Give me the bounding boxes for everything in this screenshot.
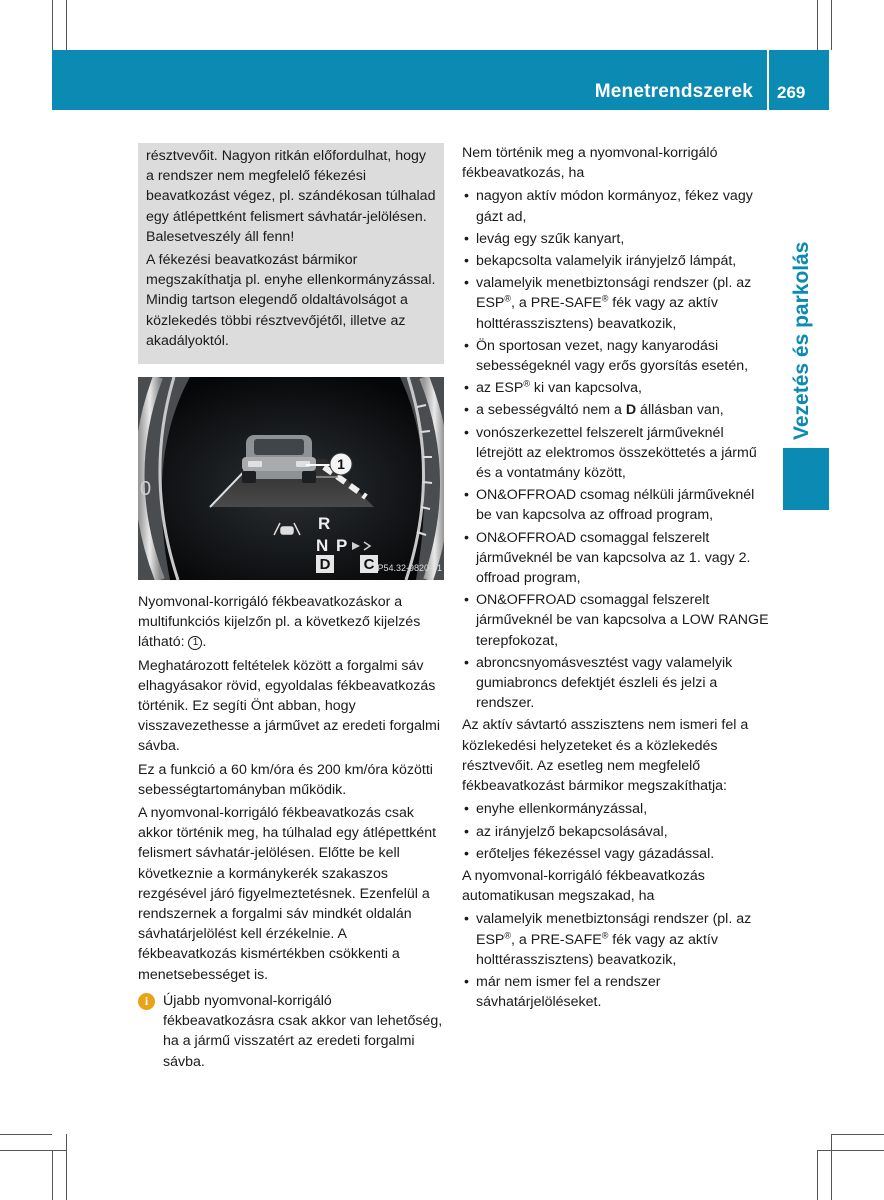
list-item-text: valamelyik menetbiztonsági rendszer (pl. az ESP: [476, 275, 752, 312]
header-bar: [52, 50, 767, 110]
list-item: [462, 273, 772, 334]
gear-d-label: D: [625, 402, 637, 419]
list-item: • az irányjelző bekapcsolásával,: [462, 822, 772, 842]
crop-mark: [52, 1150, 53, 1200]
crop-mark: [817, 1150, 884, 1151]
registered-mark: ®: [523, 378, 530, 389]
list-item-text: fék vagy az aktív holttérasszisztens) beavatkozik,: [476, 931, 718, 968]
list-item-text: ki van kapcsolva,: [529, 380, 642, 397]
section-title: Menetrendszerek: [594, 81, 753, 102]
side-tab-title: Vezetés és parkolás: [790, 241, 813, 440]
bullet-list: [462, 799, 772, 864]
list-item: • ON&OFFROAD csomaggal felszerelt járműveknél be van kapcsolva a LOW RANGE terepfokozat,: [462, 590, 772, 651]
page-number-box: [767, 50, 829, 110]
crop-mark: [66, 0, 67, 50]
warning-box: [138, 143, 444, 364]
crop-mark: [831, 1134, 832, 1200]
list-item-text: az ESP: [476, 380, 524, 397]
right-column: [462, 143, 772, 1014]
list-item: • már nem ismer fel a rendszer sávhatárjelöléseket.: [462, 972, 772, 1012]
registered-mark: ®: [601, 929, 609, 940]
crop-mark: [0, 1150, 66, 1151]
paragraph: Az aktív sávtartó asszisztens nem ismeri fel a közlekedési helyzeteket és a közlekedés résztvevőit. Az esetleg nem megfelelő fékbeavatkozást bármikor megszakíthatja:: [462, 717, 749, 795]
list-item-text: fék vagy az aktív holttérasszisztens) beavatkozik,: [476, 295, 718, 332]
list-item: • nagyon aktív módon kormányoz, fékez vagy gázt ad,: [462, 186, 772, 226]
info-icon: i: [138, 993, 155, 1010]
list-item: • bekapcsolta valamelyik irányjelző lámpát,: [462, 251, 772, 271]
paragraph: Meghatározott feltételek között a forgalmi sáv elhagyásakor rövid, egyoldalas fékbeavatkozás történik. Ez segíti Önt abban, hogy visszavezethesse a járművet az eredeti forgalmi sávba.: [138, 657, 441, 755]
paragraph: A nyomvonal-korrigáló fékbeavatkozás csak akkor történik meg, ha túlhalad egy átlépettként felismert sávhatár-jelölésen. Előtte be kell következnie a kormánykerék szakaszos rezgésével járó figyelmeztetésnek. Ezenfelül a rendszernek a forgalmi sáv mindkét oldalán sávhatárjelölést kell érzékelnie. A fékbeavatkozás kismértékben csökkenti a menetsebességet is.: [138, 805, 437, 983]
gauge-scale-label: 0: [140, 478, 152, 501]
list-item: • ON&OFFROAD csomaggal felszerelt járműveknél be van kapcsolva az 1. vagy 2. offroad program,: [462, 528, 772, 589]
gear-r: R: [318, 514, 331, 534]
info-note: [138, 991, 444, 1072]
list-item-text: a sebességváltó nem a: [476, 402, 626, 419]
registered-mark: ®: [504, 929, 512, 940]
list-item: • vonószerkezettel felszerelt járműveknél létrejött az elektromos összeköttetés a jármű és a vontatmány között,: [462, 423, 772, 484]
list-item: • ON&OFFROAD csomag nélküli járműveknél be van kapcsolva az offroad program,: [462, 485, 772, 525]
list-item: • levág egy szűk kanyart,: [462, 229, 772, 249]
instrument-cluster-illustration: [138, 377, 444, 580]
crop-mark: [817, 1150, 818, 1200]
registered-mark: ®: [601, 293, 609, 304]
crop-mark: [52, 0, 53, 50]
list-item: • Ön sportosan vezet, nagy kanyarodási sebességeknél vagy erős gyorsítás esetén,: [462, 336, 772, 376]
crop-mark: [66, 1134, 67, 1200]
left-column: [138, 143, 444, 1072]
crop-mark: [831, 0, 832, 50]
car-icon: [242, 435, 316, 483]
gear-n: N: [316, 536, 329, 556]
crop-mark: [831, 1134, 884, 1135]
paragraph-text: Nyomvonal-korrigáló fékbeavatkozáskor a multifunkciós kijelzőn pl. a következő kijelzés látható:: [138, 594, 421, 651]
list-item: [462, 378, 772, 398]
bullet-list: [462, 186, 772, 713]
figure-callout-1: 1: [337, 456, 345, 473]
info-text: Újabb nyomvonal-korrigáló fékbeavatkozásra csak akkor van lehetőség, ha a jármű visszatért az eredeti forgalmi sávba.: [163, 992, 443, 1070]
callout-ref-1: 1: [188, 636, 202, 650]
instrument-cluster-figure: [138, 377, 444, 580]
list-item-text: valamelyik menetbiztonsági rendszer (pl. az ESP: [476, 911, 752, 948]
crop-mark: [817, 0, 818, 50]
list-item-text: , a PRE-SAFE: [511, 931, 602, 948]
paragraph-text: .: [202, 634, 207, 651]
side-tab-marker: [783, 448, 829, 510]
crop-mark: [0, 1134, 52, 1135]
gear-d-box: D: [319, 556, 331, 574]
list-item-text: , a PRE-SAFE: [511, 295, 602, 312]
list-item: • erőteljes fékezéssel vagy gázadással.: [462, 844, 772, 864]
paragraph: Nem történik meg a nyomvonal-korrigáló fékbeavatkozás, ha: [462, 145, 718, 182]
list-item-text: állásban van,: [636, 402, 724, 419]
list-item: [462, 400, 772, 420]
registered-mark: ®: [504, 293, 512, 304]
figure-code: P54.32-9820-31: [377, 562, 442, 573]
list-item: • enyhe ellenkormányzással,: [462, 799, 772, 819]
warning-text: A fékezési beavatkozást bármikor megszakíthatja pl. enyhe ellenkormányzással. Mindig tartson elegendő oldaltávolságot a közlekedés többi résztvevőjétől, illetve az akadályoktól.: [146, 252, 436, 349]
paragraph: A nyomvonal-korrigáló fékbeavatkozás automatikusan megszakad, ha: [462, 867, 705, 905]
list-item: • abroncsnyomásvesztést vagy valamelyik gumiabroncs defektjét észleli és jelzi a rendszer.: [462, 653, 772, 714]
warning-text: résztvevőit. Nagyon ritkán előfordulhat, hogy a rendszer nem megfelelő fékezési beavatkozást végez, pl. szándékosan túlhalad egy átlépettként felismert sávhatár-jelölésen. Balesetveszély áll fenn!: [146, 148, 436, 245]
page-number: 269: [777, 83, 806, 102]
paragraph: [138, 592, 444, 653]
gear-c-box: C: [363, 556, 375, 574]
paragraph: Ez a funkció a 60 km/óra és 200 km/óra közötti sebességtartományban működik.: [138, 761, 433, 798]
bullet-list: [462, 909, 772, 1012]
gear-p: P: [336, 536, 348, 556]
list-item: [462, 909, 772, 970]
